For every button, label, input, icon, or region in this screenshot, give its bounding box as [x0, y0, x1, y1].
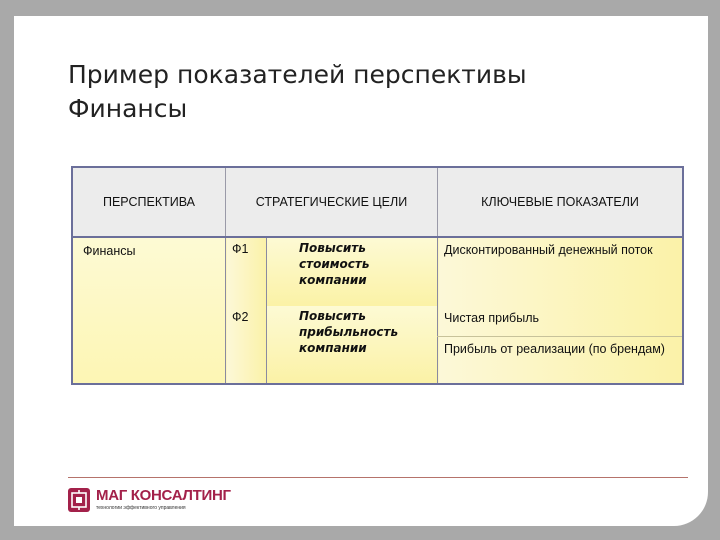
- goal-text: Повысить стоимость компании: [267, 237, 438, 306]
- logo-name: МАГ КОНСАЛТИНГ: [96, 487, 231, 504]
- kpi-table: [71, 166, 684, 385]
- header-strategic-goals: СТРАТЕГИЧЕСКИЕ ЦЕЛИ: [226, 167, 438, 237]
- page-title: [68, 58, 668, 126]
- logo-icon: [68, 488, 90, 512]
- indicator-text: Дисконтированный денежный поток: [444, 243, 653, 257]
- title-line-1: Пример показателей перспективы: [68, 60, 527, 89]
- indicator-cell: [438, 237, 684, 306]
- goal-code: Ф1: [226, 237, 267, 306]
- table-header-row: [72, 167, 683, 237]
- footer-divider: [68, 477, 688, 478]
- indicator-cell: [438, 306, 684, 337]
- logo-tagline: технологии эффективного управления: [96, 505, 186, 511]
- perspective-cell: Финансы: [72, 237, 226, 384]
- goal-code: Ф2: [226, 306, 267, 384]
- header-perspective: ПЕРСПЕКТИВА: [72, 167, 226, 237]
- indicator-text: Прибыль от реализации (по брендам): [444, 342, 665, 356]
- table-row: [72, 237, 683, 306]
- slide: [14, 16, 708, 526]
- indicator-text: Чистая прибыль: [444, 311, 539, 325]
- goal-text: Повысить прибыльность компании: [267, 306, 438, 384]
- company-logo: [68, 486, 268, 516]
- title-line-2: Финансы: [68, 94, 188, 123]
- indicator-cell: [438, 337, 684, 385]
- header-key-indicators: КЛЮЧЕВЫЕ ПОКАЗАТЕЛИ: [438, 167, 684, 237]
